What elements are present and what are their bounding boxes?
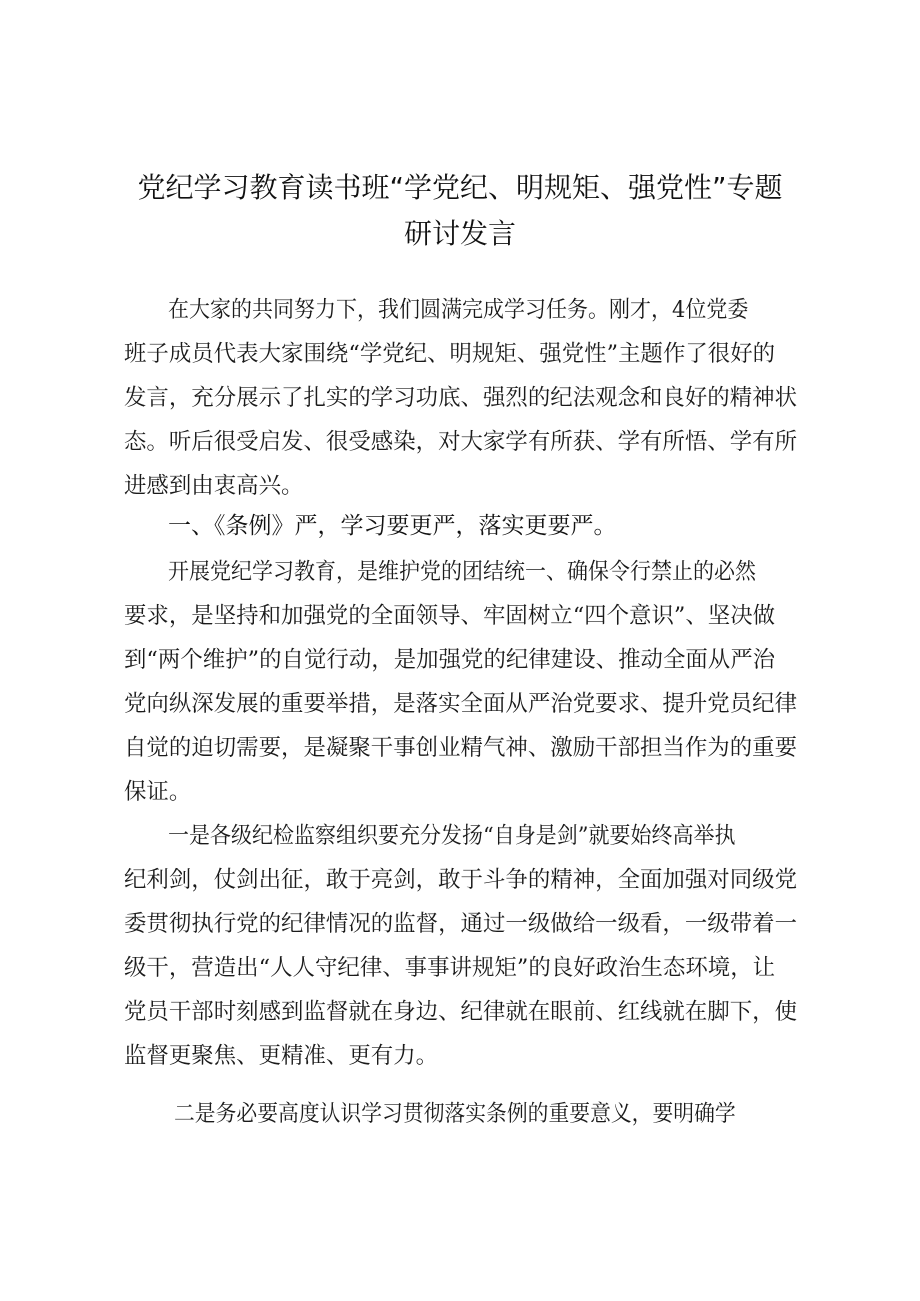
paragraph-line: 监督更聚焦、更精准、更有力。	[124, 1043, 439, 1069]
paragraph-line: 发言，充分展示了扎实的学习功底、强烈的纪法观念和良好的精神状	[124, 385, 798, 411]
document-title-line2: 研讨发言	[403, 217, 516, 250]
paragraph-line: 纪利剑，仗剑出征，敢于亮剑，敢于斗争的精神，全面加强对同级党	[124, 867, 798, 893]
paragraph-line: 党向纵深发展的重要举措，是落实全面从严治党要求、提升党员纪律	[124, 691, 798, 717]
paragraph-line: 一是各级纪检监察组织要充分发扬“自身是剑”就要始终高举执	[168, 823, 736, 849]
paragraph-line: 级干，营造出“人人守纪律、事事讲规矩”的良好政治生态环境，让	[124, 955, 776, 981]
paragraph-line: 在大家的共同努力下，我们圆满完成学习任务。刚才，4位党委	[168, 297, 749, 323]
document-title-line1: 党纪学习教育读书班“学党纪、明规矩、强党性”专题	[137, 171, 783, 204]
paragraph-line: 委贯彻执行党的纪律情况的监督，通过一级做给一级看，一级带着一	[124, 911, 798, 937]
paragraph-line: 态。听后很受启发、很受感染，对大家学有所获、学有所悟、学有所	[124, 429, 798, 455]
section-heading: 一、《条例》严，学习要更严，落实更要严。	[168, 513, 617, 539]
paragraph-line: 要求，是坚持和加强党的全面领导、牢固树立“四个意识”、坚决做	[124, 603, 776, 629]
paragraph-line: 党员干部时刻感到监督就在身边、纪律就在眼前、红线就在脚下，使	[124, 999, 798, 1025]
paragraph-line: 班子成员代表大家围绕“学党纪、明规矩、强党性”主题作了很好的	[124, 341, 776, 367]
paragraph-line: 到“两个维护”的自觉行动，是加强党的纪律建设、推动全面从严治	[124, 647, 776, 673]
paragraph-line: 保证。	[124, 779, 192, 805]
paragraph-line: 二是务必要高度认识学习贯彻落实条例的重要意义，要明确学	[174, 1101, 736, 1127]
paragraph-line: 开展党纪学习教育，是维护党的团结统一、确保令行禁止的必然	[168, 559, 756, 585]
paragraph-line: 进感到由衷高兴。	[124, 473, 304, 499]
paragraph-line: 自觉的迫切需要，是凝聚干事创业精气神、激励干部担当作为的重要	[124, 735, 798, 761]
